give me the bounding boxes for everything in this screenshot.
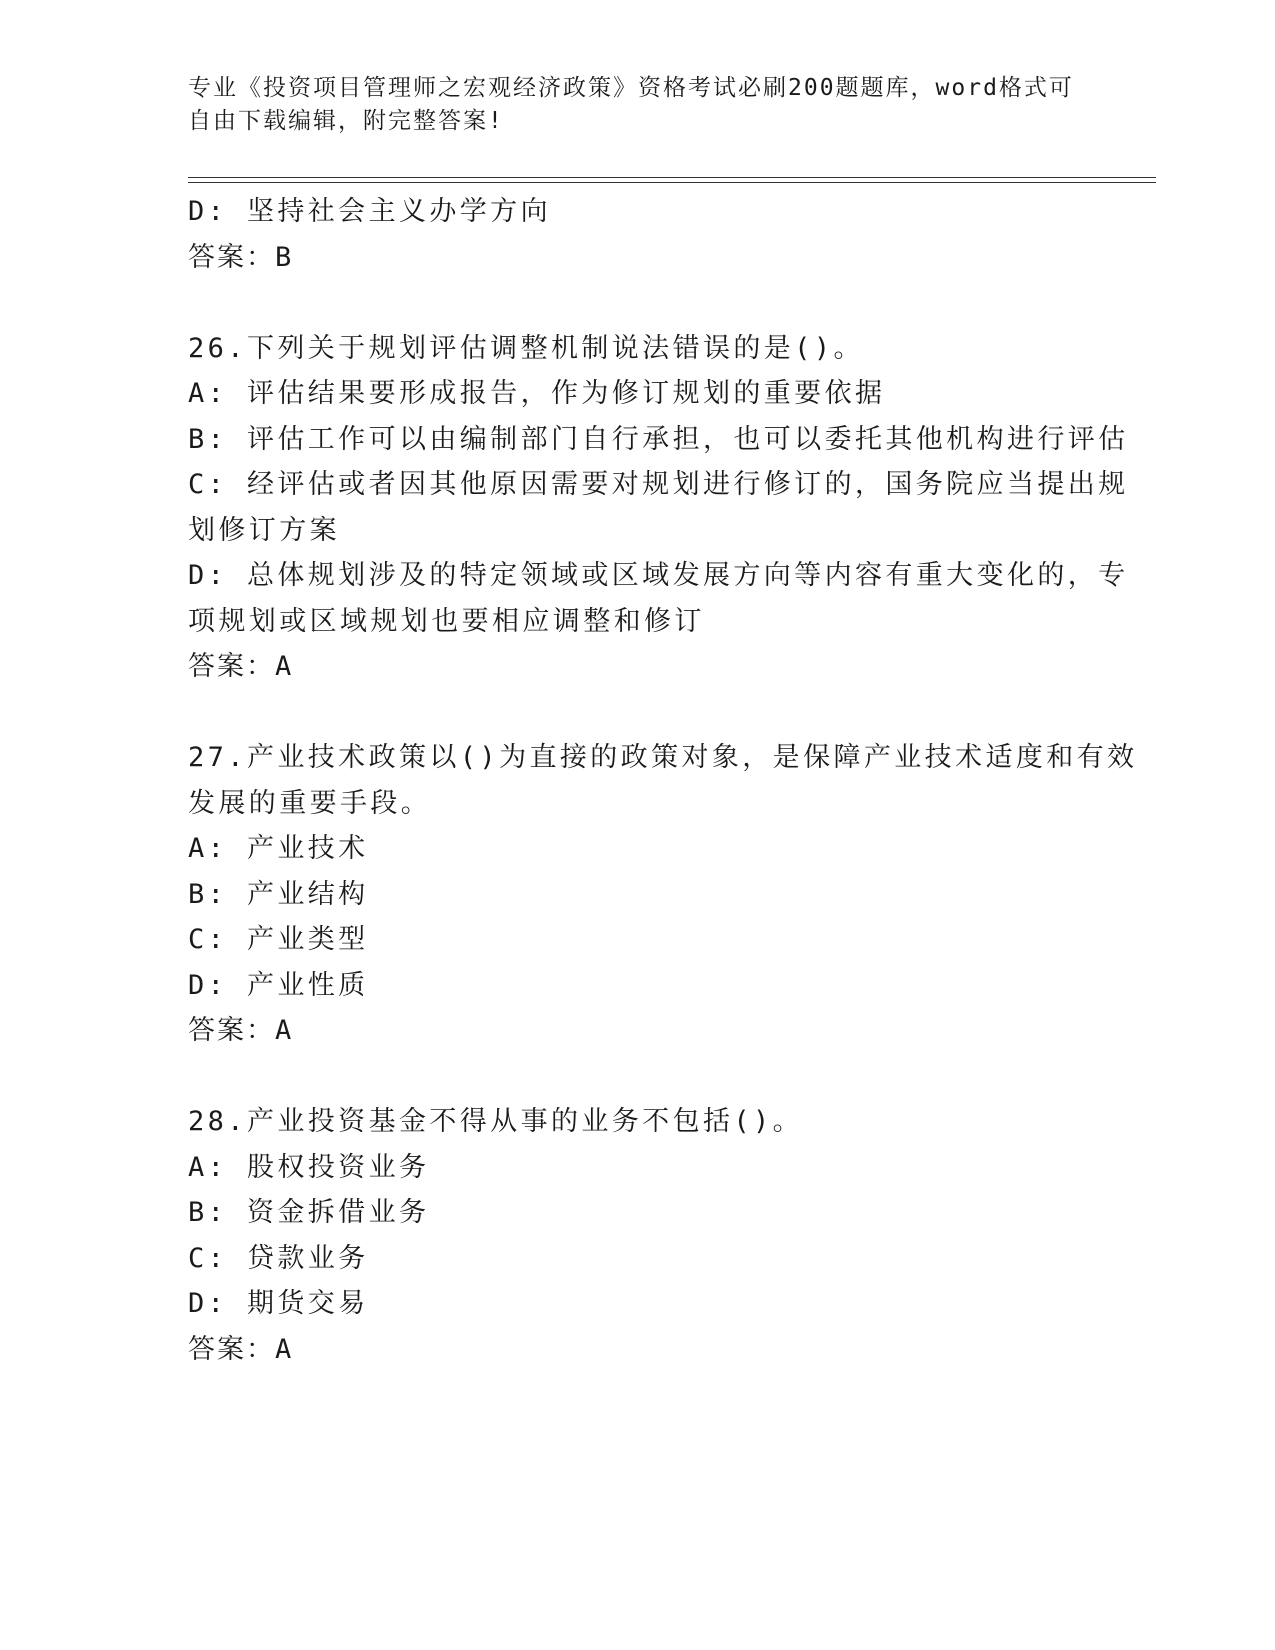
answer-label: 答案： — [188, 241, 275, 273]
option-d-continued: 项规划或区域规划也要相应调整和修订 — [188, 605, 705, 637]
prev-question-option-d: D: 坚持社会主义办学方向 — [188, 196, 551, 227]
answer-label: 答案： — [188, 1333, 275, 1365]
header-title-line-2: 自由下载编辑，附完整答案! — [188, 108, 504, 134]
question-stem: 28.产业投资基金不得从事的业务不包括()。 — [188, 1106, 804, 1137]
header-divider-bottom — [188, 182, 1156, 183]
answer — [188, 1327, 1088, 1373]
question-spacer — [188, 1054, 1088, 1100]
document-header — [188, 72, 1088, 138]
question-content — [188, 189, 1138, 1372]
header-divider-top — [188, 177, 1156, 178]
option-a: A: 股权投资业务 — [188, 1151, 430, 1183]
answer-value: A — [275, 1015, 295, 1046]
option-a: A: 产业技术 — [188, 833, 369, 864]
answer — [188, 1008, 1088, 1054]
answer-value: A — [275, 651, 295, 682]
question-28 — [188, 1099, 1088, 1372]
answer-label: 答案： — [188, 651, 275, 682]
answer-label: 答案： — [188, 1015, 275, 1046]
option-c-continued: 划修订方案 — [188, 514, 340, 546]
question-26 — [188, 326, 1129, 690]
option-a: A: 评估结果要形成报告，作为修订规划的重要依据 — [188, 378, 886, 409]
answer-value: A — [275, 1333, 295, 1365]
option-c: C: 产业类型 — [188, 924, 369, 955]
answer — [188, 644, 1088, 690]
question-spacer — [188, 690, 1088, 736]
answer-value: B — [275, 241, 295, 273]
option-b: B: 资金拆借业务 — [188, 1197, 430, 1228]
option-b: B: 评估工作可以由编制部门自行承担，也可以委托其他机构进行评估 — [188, 423, 1129, 455]
question-stem: 26.下列关于规划评估调整机制说法错误的是()。 — [188, 332, 864, 364]
prev-question-answer — [188, 235, 1088, 281]
question-spacer — [188, 280, 1088, 326]
option-d: D: 总体规划涉及的特定领域或区域发展方向等内容有重大变化的，专 — [188, 560, 1129, 591]
option-c: C: 经评估或者因其他原因需要对规划进行修订的，国务院应当提出规 — [188, 469, 1129, 500]
option-b: B: 产业结构 — [188, 878, 369, 910]
option-d: D: 期货交易 — [188, 1288, 369, 1319]
option-d: D: 产业性质 — [188, 969, 369, 1001]
header-title-line-1: 专业《投资项目管理师之宏观经济政策》资格考试必刷200题题库，word格式可 — [188, 75, 1074, 101]
option-c: C: 贷款业务 — [188, 1242, 369, 1274]
question-stem: 27.产业技术政策以()为直接的政策对象，是保障产业技术适度和有效 — [188, 742, 1138, 773]
question-stem-continued: 发展的重要手段。 — [188, 787, 432, 819]
question-27 — [188, 735, 1138, 1054]
